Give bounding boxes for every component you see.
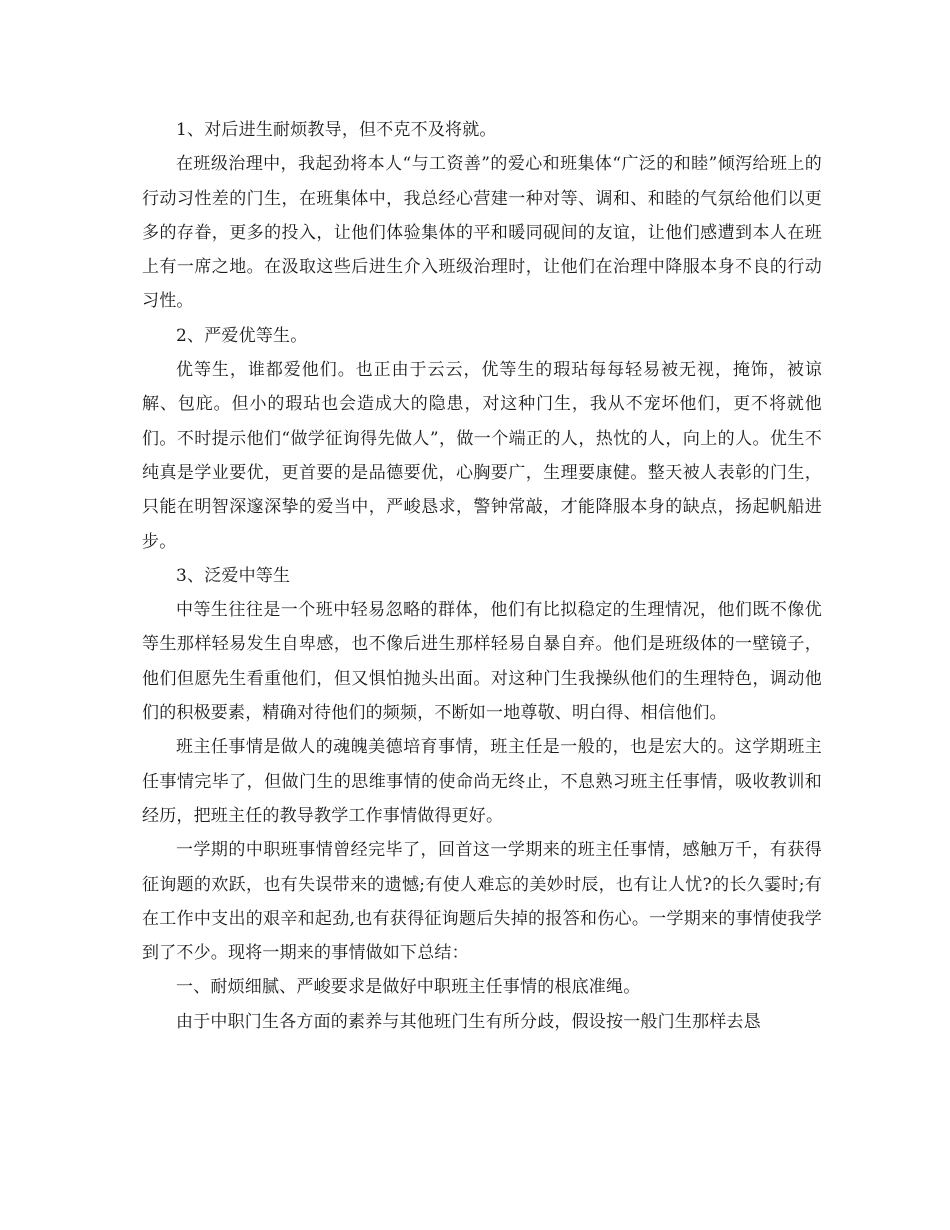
paragraph-heading-2: 2、严爱优等生。: [176, 325, 308, 346]
paragraph-heading-section-1: 一、耐烦细腻、严峻要求是做好中职班主任事情的根底准绳。: [176, 977, 641, 998]
paragraph: 在班级治理中，我起劲将本人“与工资善”的爱心和班集体“广泛的和睦”倾泻给班上的行动习性差的门生，在班集体中，我总经心营建一种对等、调和、和睦的气氛给他们以更多的存眷，更多的投入，让他们体验集体的平和暖同砚间的友谊，让他们感遭到本人在班上有一席之地。在汲取这些后进生介入班级治理时，让他们在治理中降服本身不良的行动习性。: [142, 154, 822, 312]
document-body: [142, 113, 822, 1039]
paragraph: 班主任事情是做人的魂魄美德培育事情，班主任是一般的，也是宏大的。这学期班主任事情完毕了，但做门生的思维事情的使命尚无终止，不息熟习班主任事情，吸收教训和经历，把班主任的教导教学工作事情做得更好。: [142, 737, 822, 826]
paragraph-heading-1: 1、对后进生耐烦教导，但不克不及将就。: [176, 120, 497, 140]
paragraph: 由于中职门生各方面的素养与其他班门生有所分歧，假设按一般门生那样去恳: [176, 1011, 761, 1032]
paragraph: 中等生往往是一个班中轻易忽略的群体，他们有比拟稳定的生理情况，他们既不像优等生那样轻易发生自卑感，也不像后进生那样轻易自暴自弃。他们是班级体的一壁镜子，他们但愿先生看重他们，但又惧怕抛头出面。对这种门生我操纵他们的生理特色，调动他们的积极要素，精确对待他们的频频，不断如一地尊敬、明白得、相信他们。: [142, 600, 822, 724]
paragraph: 一学期的中职班事情曾经完毕了，回首这一学期来的班主任事情，感触万千，有获得征询题的欢跃，也有失误带来的遗憾;有使人难忘的美妙时辰，也有让人忧?的长久霎时;有在工作中支出的艰辛和起劲,也有获得征询题后失掉的报答和伤心。一学期来的事情使我学到了不少。现将一期来的事情做如下总结：: [142, 840, 822, 964]
paragraph: 优等生，谁都爱他们。也正由于云云，优等生的瑕玷每每轻易被无视，掩饰，被谅解、包庇。但小的瑕玷也会造成大的隐患，对这种门生，我从不宠坏他们，更不将就他们。不时提示他们“做学征询得先做人”，做一个端正的人，热忱的人，向上的人。优生不纯真是学业要优，更首要的是品德要优，心胸要广，生理要康健。整天被人表彰的门生，只能在明智深邃深挚的爱当中，严峻恳求，警钟常敲，才能降服本身的缺点，扬起帆船进步。: [142, 360, 822, 552]
paragraph-heading-3: 3、泛爱中等生: [176, 565, 291, 586]
